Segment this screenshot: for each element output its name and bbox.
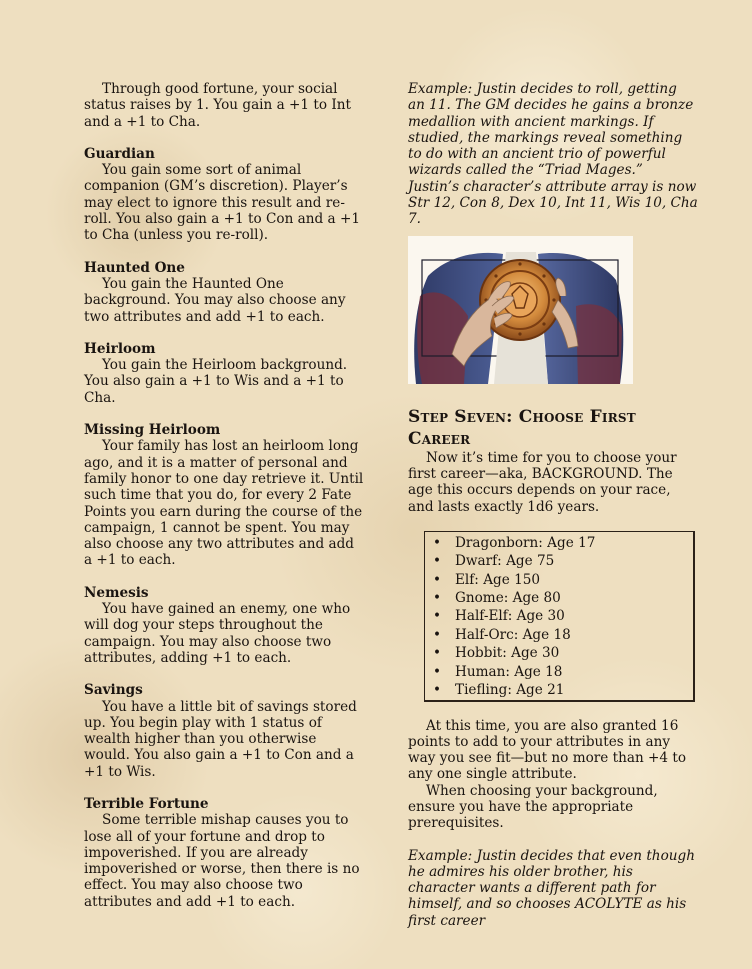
background-prereq-text: When choosing your background, ensure you have the appropriate prerequisites. [408, 782, 658, 832]
right-column [408, 81, 698, 929]
list-item: • Gnome: Age 80 [425, 589, 693, 607]
step-seven-heading: Step Seven: Choose First Career [408, 406, 636, 449]
entry-text-nemesis: You have gained an enemy, one who will dog your steps throughout the campaign. You may also choose two attributes, adding +1 to each. [84, 601, 351, 666]
list-item: • Dragonborn: Age 17 [425, 534, 693, 552]
entry-title-savings: Savings [84, 682, 143, 699]
list-item: • Half-Orc: Age 18 [425, 626, 693, 644]
status-intro-text: Through good fortune, your social status raises by 1. You gain a +1 to Int and a +1 to Cha. [84, 81, 351, 130]
entry-title-missing-heirloom: Missing Heirloom [84, 422, 221, 439]
list-item: • Hobbit: Age 30 [425, 644, 693, 662]
step-seven-intro: Now it’s time for you to choose your first career—aka, BACKGROUND. The age this occurs depends on your race, and lasts exactly 1d6 years. [408, 449, 677, 515]
entry-text-guardian: You gain some sort of animal companion (GM’s discretion). Player’s may elect to ignore this result and re-roll. You also gain a +1 to Con and a +1 to Cha (unless you re-roll). [84, 162, 360, 244]
list-item: • Dwarf: Age 75 [425, 552, 693, 570]
race-age-list [424, 531, 695, 702]
entry-title-haunted-one: Haunted One [84, 259, 185, 276]
entry-text-savings: You have a little bit of savings stored up. You begin play with 1 status of wealth higher than you otherwise would. You also gain a +1 to Con and a +1 to Wis. [84, 698, 357, 780]
entry-title-nemesis: Nemesis [84, 584, 149, 601]
entry-title-guardian: Guardian [84, 145, 155, 162]
list-item: • Half-Elf: Age 30 [425, 607, 693, 625]
example-medallion: Example: Justin decides to roll, getting an 11. The GM decides he gains a bronze medallion with ancient markings. If studied, the markings reveal something to do with an ancient trio of powerful wizards called the “Triad Mages.” Justin’s character’s attribute array is now Str 12, Con 8, Dex 10, Int 11, Wis 10, Cha 7. [408, 81, 698, 228]
list-item: • Tiefling: Age 21 [425, 681, 693, 699]
entry-title-terrible-fortune: Terrible Fortune [84, 795, 209, 812]
list-item: • Human: Age 18 [425, 663, 693, 681]
attribute-points-text: At this time, you are also granted 16 points to add to your attributes in any way you see fit—but no more than +4 to any one single attribute. [408, 717, 687, 783]
list-item: • Elf: Age 150 [425, 571, 693, 589]
entry-text-heirloom: You gain the Heirloom background. You also gain a +1 to Wis and a +1 to Cha. [84, 357, 348, 406]
left-column [84, 81, 364, 910]
entry-text-missing-heirloom: Your family has lost an heirloom long ago, and it is a matter of personal and family honor to one day retrieve it. Until such time that you do, for every 2 Fate Points you earn during the course of the campaign, 1 cannot be spent. You may also choose any two attributes and add a +1 to each. [84, 438, 364, 569]
entry-text-terrible-fortune: Some terrible mishap causes you to lose all of your fortune and drop to impoverished. If you are already impoverished or worse, then there is no effect. You may also choose two attributes and add +1 to each. [84, 812, 360, 910]
medallion-illustration [408, 236, 633, 384]
entry-text-haunted-one: You gain the Haunted One background. You may also choose any two attributes and add +1 to each. [84, 275, 346, 325]
entry-title-heirloom: Heirloom [84, 340, 156, 357]
example-acolyte: Example: Justin decides that even though he admires his older brother, his character wants a different path for himself, and so chooses ACOLYTE as his first career [408, 847, 695, 929]
